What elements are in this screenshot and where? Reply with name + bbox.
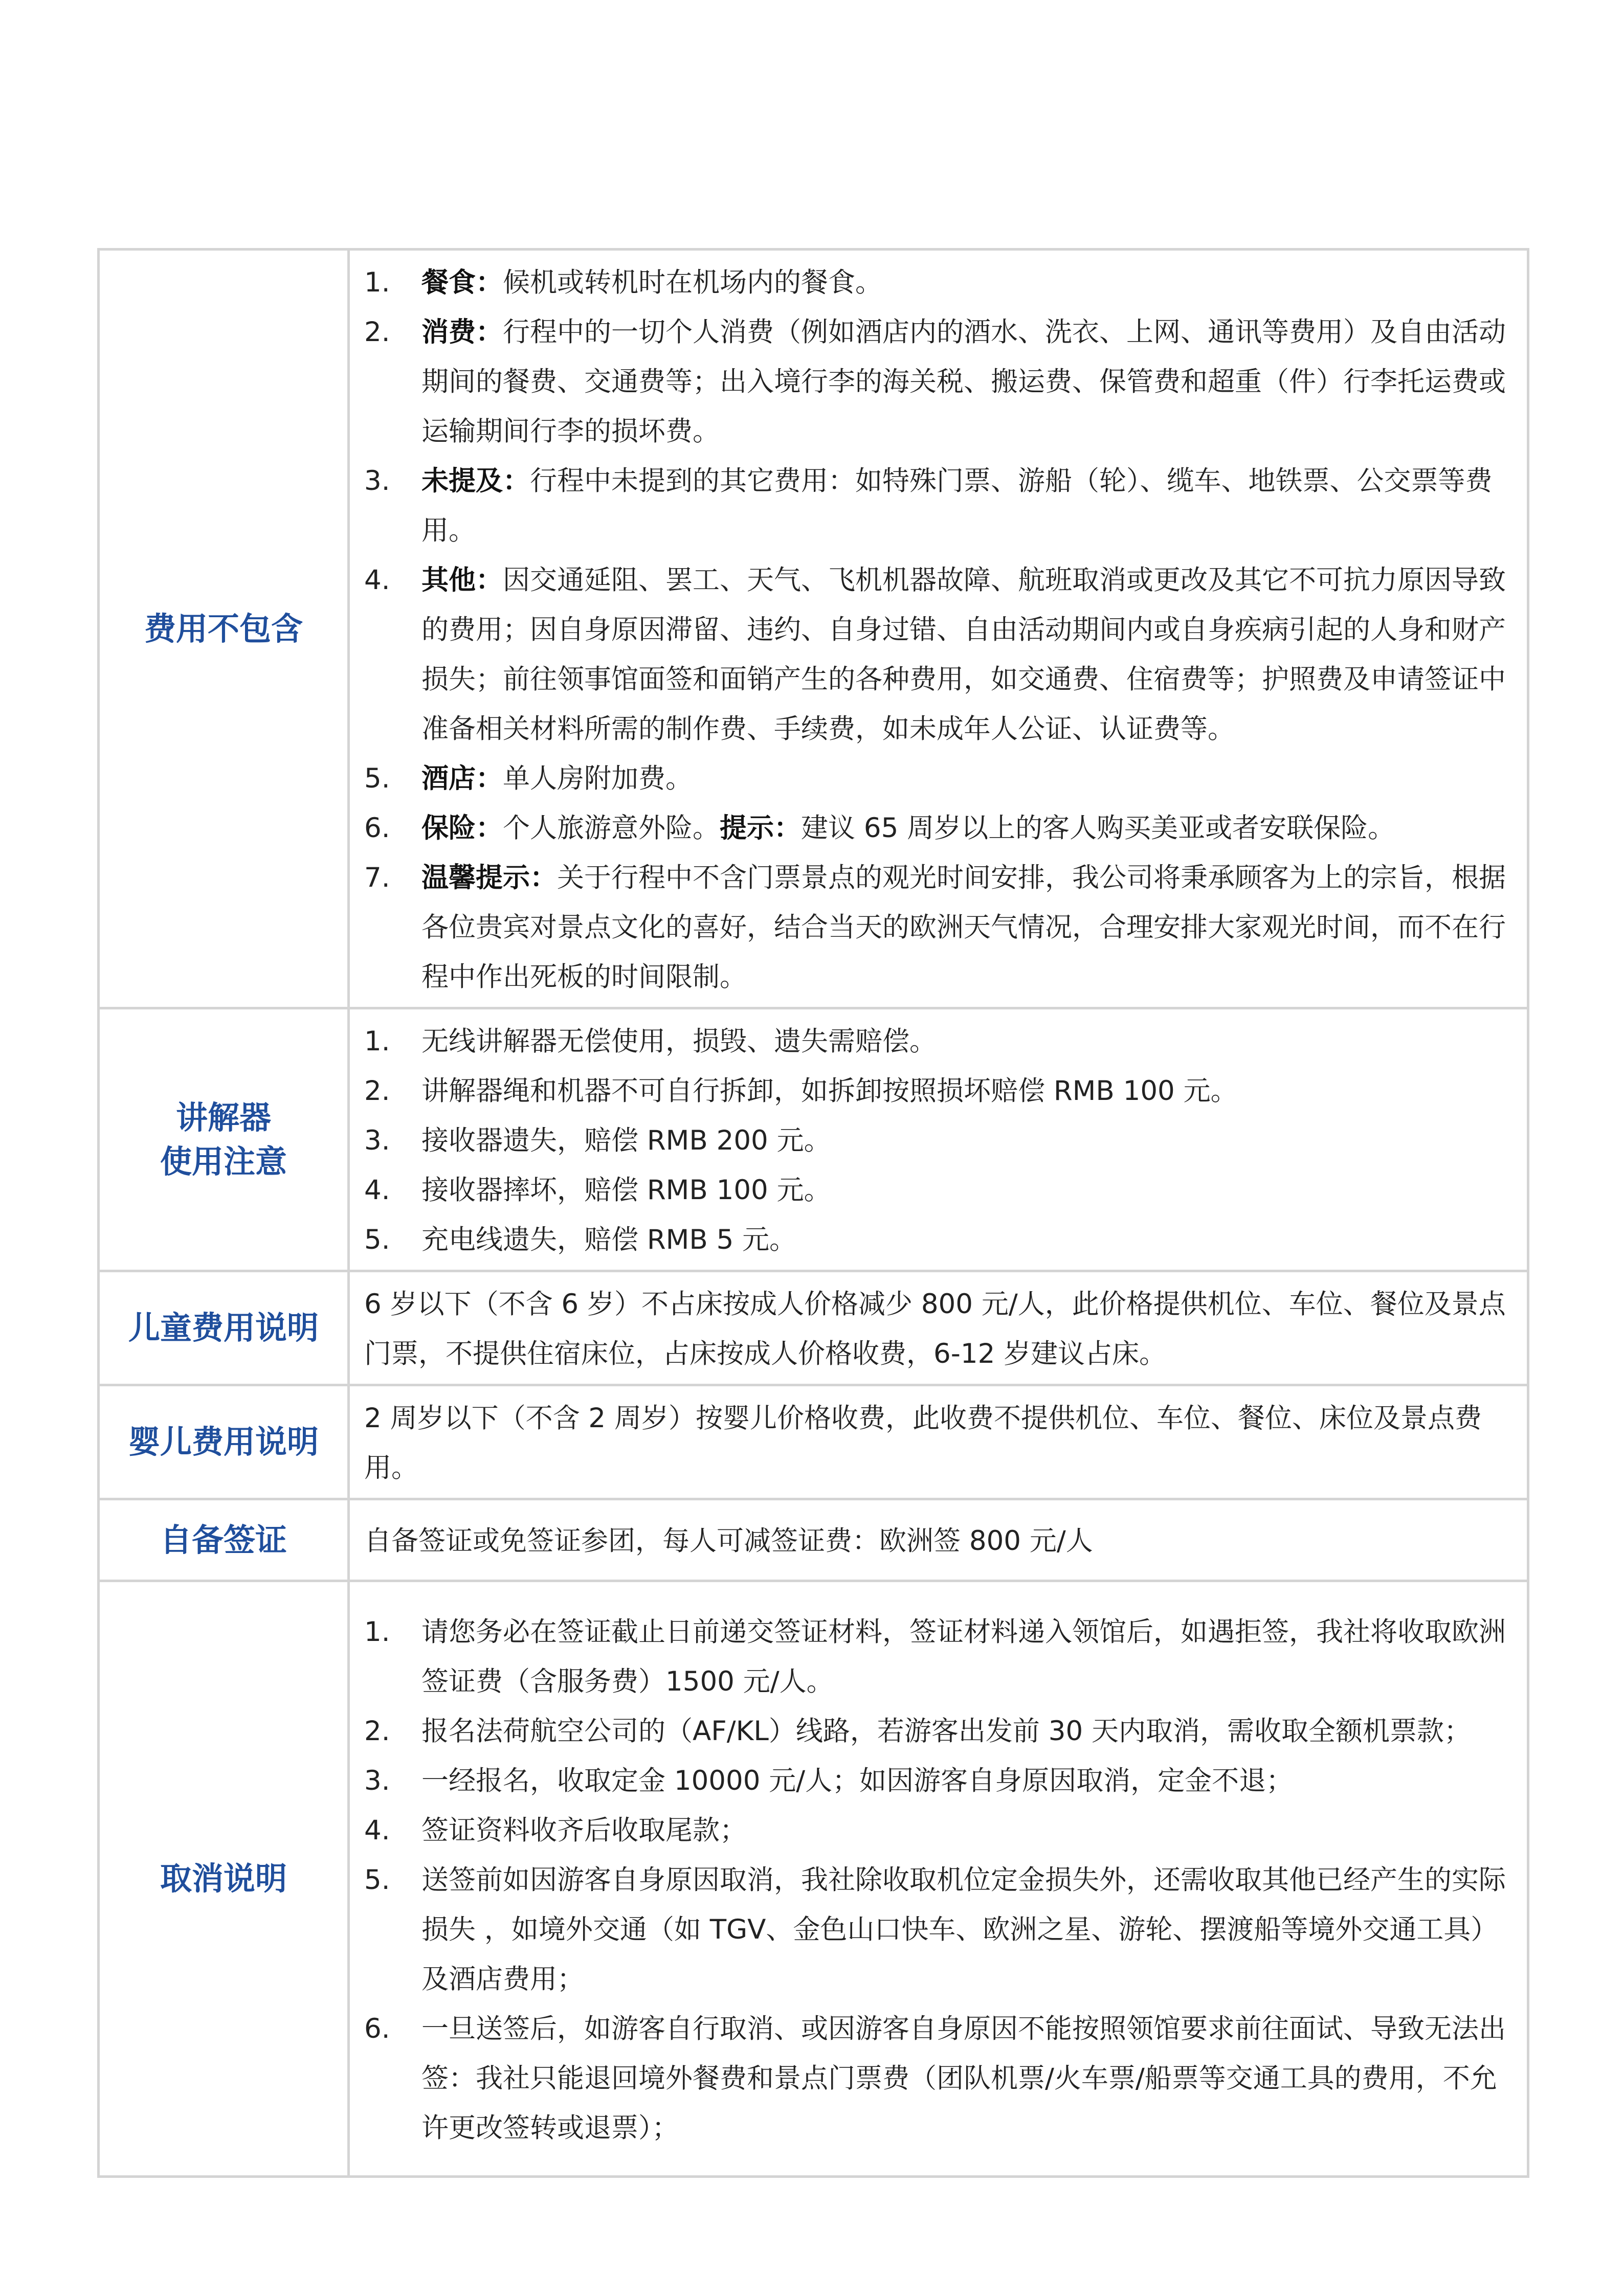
item-text — [421, 307, 1511, 456]
row-exclusions — [99, 250, 1528, 1008]
list-item — [364, 1017, 1511, 1066]
item-number: 2. — [364, 317, 390, 348]
terms-table — [97, 248, 1529, 2178]
list-item — [364, 1116, 1511, 1165]
content-cancellation — [349, 1581, 1528, 2177]
list-item — [364, 1706, 1511, 1756]
item-number: 3. — [364, 1125, 390, 1156]
item-number: 6. — [364, 813, 390, 844]
list-item — [364, 1165, 1511, 1215]
item-heading: 消费： — [421, 317, 503, 348]
list-item — [364, 307, 1511, 456]
child-fee-text: 6 岁以下（不含 6 岁）不占床按成人价格减少 800 元/人，此价格提供机位、车位、餐位及景点门票，不提供住宿床位，占床按成人价格收费，6-12 岁建议占床。 — [364, 1289, 1506, 1369]
label-infant-fee: 婴儿费用说明 — [99, 1385, 349, 1499]
list-item — [364, 803, 1511, 853]
content-guide-device — [349, 1008, 1528, 1271]
list-item — [364, 258, 1511, 307]
item-text — [421, 853, 1511, 1002]
item-text: 讲解器绳和机器不可自行拆卸，如拆卸按照损坏赔偿 RMB 100 元。 — [421, 1075, 1238, 1107]
label-child-fee: 儿童费用说明 — [99, 1271, 349, 1385]
row-infant-fee — [99, 1385, 1528, 1499]
label-line: 使用注意 — [160, 1142, 287, 1180]
item-number: 6. — [364, 2013, 390, 2044]
item-number: 1. — [364, 1026, 390, 1057]
item-number: 4. — [364, 1175, 390, 1206]
item-heading: 其他： — [421, 565, 503, 596]
list-item — [364, 1215, 1511, 1265]
item-text: 充电线遗失，赔偿 RMB 5 元。 — [421, 1224, 797, 1255]
list-item — [364, 555, 1511, 754]
item-text — [421, 803, 1511, 853]
item-number: 5. — [364, 763, 390, 794]
item-text: 一旦送签后，如游客自行取消、或因游客自身原因不能按照领馆要求前往面试、导致无法出签：我社只能退回境外餐费和景点门票费（团队机票/火车票/船票等交通工具的费用，不允许更改签转或退票）； — [421, 2013, 1506, 2144]
item-body: 单人房附加费。 — [503, 763, 693, 794]
item-body: 个人旅游意外险。 — [503, 813, 720, 844]
item-text — [421, 555, 1511, 754]
item-text: 一经报名，收取定金 10000 元/人；如因游客自身原因取消，定金不退； — [421, 1765, 1294, 1796]
item-text: 接收器遗失，赔偿 RMB 200 元。 — [421, 1125, 831, 1156]
list-item — [364, 456, 1511, 555]
item-heading: 酒店： — [421, 763, 503, 794]
item-heading: 未提及： — [421, 465, 530, 497]
label-cancellation: 取消说明 — [99, 1581, 349, 2177]
list-item — [364, 853, 1511, 1002]
label-own-visa: 自备签证 — [99, 1499, 349, 1581]
item-text: 报名法荷航空公司的（AF/KL）线路，若游客出发前 30 天内取消，需收取全额机票款； — [421, 1715, 1472, 1747]
infant-fee-text: 2 周岁以下（不含 2 周岁）按婴儿价格收费，此收费不提供机位、车位、餐位、床位及景点费用。 — [364, 1403, 1482, 1483]
list-item — [364, 1066, 1511, 1116]
item-tip-body: 建议 65 周岁以上的客人购买美亚或者安联保险。 — [801, 813, 1395, 844]
item-number: 3. — [364, 465, 390, 497]
item-tip-heading: 提示： — [720, 813, 801, 844]
item-number: 4. — [364, 565, 390, 596]
item-text: 无线讲解器无偿使用，损毁、遗失需赔偿。 — [421, 1026, 937, 1057]
label-guide-device — [99, 1008, 349, 1271]
item-number: 4. — [364, 1814, 390, 1846]
list-item — [364, 754, 1511, 803]
row-own-visa — [99, 1499, 1528, 1581]
item-number: 2. — [364, 1075, 390, 1107]
list-item — [364, 1855, 1511, 2004]
content-own-visa — [349, 1499, 1528, 1581]
row-cancellation — [99, 1581, 1528, 2177]
item-number: 1. — [364, 267, 390, 298]
list-item — [364, 1806, 1511, 1855]
item-body: 候机或转机时在机场内的餐食。 — [503, 267, 882, 298]
item-body: 因交通延阻、罢工、天气、飞机机器故障、航班取消或更改及其它不可抗力原因导致的费用；因自身原因滞留、违约、自身过错、自由活动期间内或自身疾病引起的人身和财产损失；前往领事馆面签和面销产生的各种费用，如交通费、住宿费等；护照费及申请签证中准备相关材料所需的制作费、手续费，如未成年人公证、认证费等。 — [421, 565, 1506, 745]
item-heading: 温馨提示： — [421, 862, 557, 893]
content-exclusions — [349, 250, 1528, 1008]
item-number: 7. — [364, 862, 390, 893]
item-text: 接收器摔坏，赔偿 RMB 100 元。 — [421, 1175, 831, 1206]
row-child-fee — [99, 1271, 1528, 1385]
content-infant-fee — [349, 1385, 1528, 1499]
item-text: 签证资料收齐后收取尾款； — [421, 1814, 747, 1846]
list-item — [364, 2004, 1511, 2153]
item-text: 请您务必在签证截止日前递交签证材料，签证材料递入领馆后，如遇拒签，我社将收取欧洲签证费（含服务费）1500 元/人。 — [421, 1616, 1506, 1697]
content-child-fee — [349, 1271, 1528, 1385]
item-text — [421, 754, 1511, 803]
item-body: 行程中的一切个人消费（例如酒店内的酒水、洗衣、上网、通讯等费用）及自由活动期间的餐费、交通费等；出入境行李的海关税、搬运费、保管费和超重（件）行李托运费或运输期间行李的损坏费。 — [421, 317, 1506, 447]
item-body: 关于行程中不含门票景点的观光时间安排，我公司将秉承顾客为上的宗旨，根据各位贵宾对景点文化的喜好，结合当天的欧洲天气情况，合理安排大家观光时间，而不在行程中作出死板的时间限制。 — [421, 862, 1506, 993]
item-text — [421, 456, 1511, 555]
item-text — [421, 258, 1511, 307]
label-exclusions: 费用不包含 — [99, 250, 349, 1008]
row-guide-device — [99, 1008, 1528, 1271]
list-item — [364, 1756, 1511, 1806]
label-line: 讲解器 — [175, 1098, 271, 1136]
item-number: 5. — [364, 1224, 390, 1255]
item-number: 2. — [364, 1715, 390, 1747]
list-item — [364, 1607, 1511, 1706]
item-heading: 保险： — [421, 813, 503, 844]
item-number: 1. — [364, 1616, 390, 1648]
item-number: 3. — [364, 1765, 390, 1796]
item-heading: 餐食： — [421, 267, 503, 298]
item-number: 5. — [364, 1864, 390, 1896]
item-text: 送签前如因游客自身原因取消，我社除收取机位定金损失外，还需收取其他已经产生的实际损失 ，如境外交通（如 TGV、金色山口快车、欧洲之星、游轮、摆渡船等境外交通工具）及酒店费用； — [421, 1864, 1506, 1995]
item-body: 行程中未提到的其它费用：如特殊门票、游船（轮）、缆车、地铁票、公交票等费用。 — [421, 465, 1493, 546]
own-visa-text: 自备签证或免签证参团，每人可减签证费：欧洲签 800 元/人 — [364, 1525, 1093, 1557]
